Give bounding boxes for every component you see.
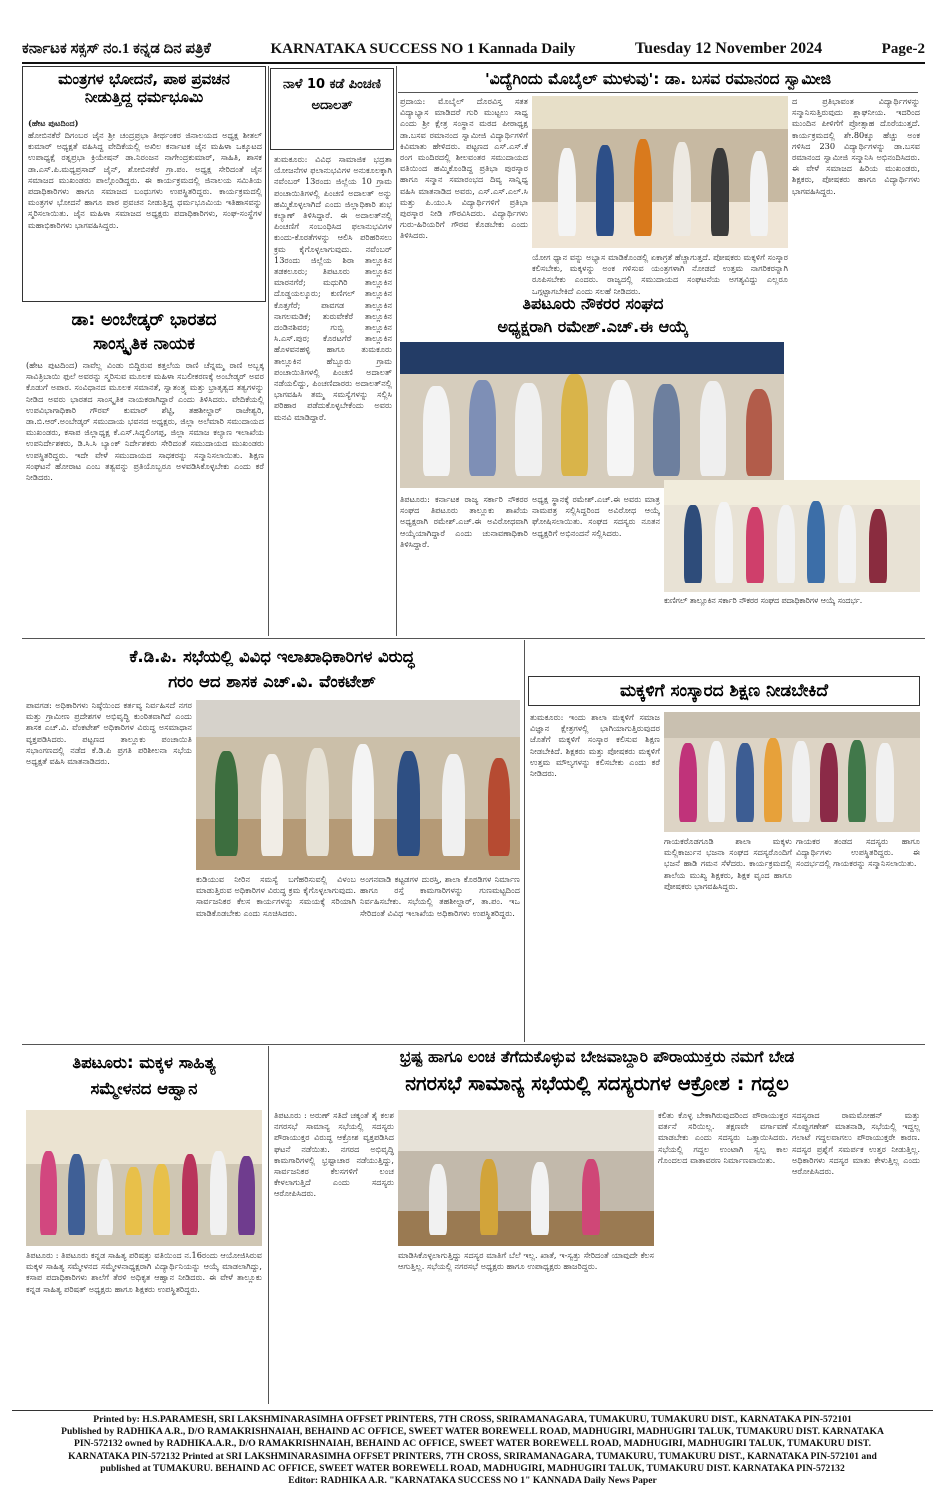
photo-figure [561, 374, 588, 476]
photo-figure [515, 383, 542, 476]
photo-figure [352, 744, 375, 856]
photo-figure [711, 148, 729, 236]
mobile-body-col3: ದ ಪ್ರತಿಭಾವಂತ ವಿದ್ಯಾರ್ಥಿಗಳನ್ನು ಸನ್ಮಾನಿಸುತ್ತಿರುವುದು ಶ್ಲಾಘನೀಯ. ಇದರಿಂದ ಮುಂದಿನ ಪೀಳಿಗೆಗೆ ಪ್ರೋತ್ಸಾಹ ದೊರೆಯುತ್ತದೆ. ಕಾರ್ಯಕ್ರಮದಲ್ಲಿ ಶೇ.80ಕ್ಕೂ ಹೆಚ್ಚು ಅಂಕ ಗಳಿಸಿದ 230 ವಿದ್ಯಾರ್ಥಿಗಳನ್ನು ಡಾ.ಬಸವ ರಮಾನಂದ ಸ್ವಾಮೀಜಿ ಸನ್ಮಾನಿಸಿ ಅಭಿನಂದಿಸಿದರು. ಈ ವೇಳೆ ಸಮಾಜದ ಹಿರಿಯ ಮುಖಂಡರು, ಶಿಕ್ಷಕರು, ಪೋಷಕರು ಹಾಗೂ ವಿದ್ಯಾರ್ಥಿಗಳು ಭಾಗವಹಿಸಿದ್ದರು. [792, 96, 920, 196]
dharmabhoomi-headline-line2: ನೀಡುತ್ತಿದ್ದ ಧರ್ಮಭೂಮಿ [84, 88, 204, 106]
photo-figure [838, 505, 856, 583]
photo-backdrop [664, 480, 920, 505]
photo-figure [750, 151, 768, 236]
samskara-body-col2: ಗಾಯಕರೊಡಗೂಡಿ ಶಾಲಾ ಮಕ್ಕಳು ಮಲ್ಲಿಕಾರ್ಜುನ ಭಜನಾ ಸಂಘದ ಸದಸ್ಯರೊಂದಿಗೆ ಭಜನೆ ಹಾಡಿ ಗಮನ ಸೆಳೆದರು. ಕಾರ್ಯಕ್ರಮದಲ್ಲಿ ಶಾಲೆಯ ಮುಖ್ಯ ಶಿಕ್ಷಕರು, ಶಿಕ್ಷಕ ವೃಂದ ಹಾಗೂ ಪೋಷಕರು ಭಾಗವಹಿಸಿದ್ದರು. [664, 836, 792, 891]
photo-figure [653, 384, 680, 476]
kdp-body-col2: ಕುಡಿಯುವ ನೀರಿನ ಸಮಸ್ಯೆ ಬಗೆಹರಿಸುವಲ್ಲಿ ವಿಳಂಬ ಮಾಡುತ್ತಿರುವ ಅಧಿಕಾರಿಗಳ ವಿರುದ್ಧ ಕ್ರಮ ಕೈಗೊಳ್ಳಲಾಗುವುದು. ಸಾರ್ವಜನಿಕರ ಕೆಲಸ ಕಾರ್ಯಗಳನ್ನು ಸಮಯಕ್ಕೆ ಸರಿಯಾಗಿ ಮಾಡಿಕೊಡಬೇಕು ಎಂದು ಸೂಚಿಸಿದರು. [196, 874, 356, 918]
photo-figure [673, 142, 691, 236]
mobile-event-photo [532, 96, 788, 248]
masthead-date: Tuesday 12 November 2024 [634, 40, 823, 57]
photo-figure [397, 751, 420, 856]
nagarasabhe-body-col4: ಸದಸ್ಯರಾದ ರಾಮಮೋಹನ್ ಮತ್ತು ಸೊಪ್ಪುಗಣೇಶ್ ಮಾತನಾಡಿ, ಸಭೆಯಲ್ಲಿ ಇದ್ದಲ್ಲ ಗಲಾಟೆ ಗದ್ದಲವಾಗಲು ಪೌರಾಯುಕ್ತರೇ ಕಾರಣ. ಸದಸ್ಯರ ಪ್ರಶ್ನೆಗೆ ಸಮರ್ಪಕ ಉತ್ತರ ನೀಡುತ್ತಿಲ್ಲ. ಅಧಿಕಾರಿಗಳು ಸದಸ್ಯರ ಮಾತು ಕೇಳುತ್ತಿಲ್ಲ ಎಂದು ಆರೋಪಿಸಿದರು. [792, 1110, 920, 1177]
sahitya-headline [22, 1050, 266, 1102]
masthead [22, 36, 925, 64]
kdp-headline-line2: ಗರಂ ಆದ ಶಾಸಕ ಎಚ್.ವಿ. ವೆಂಕಟೇಶ್ [168, 672, 376, 691]
imprint-line: Printed by: H.S.PARAMESH, SRI LAKSHMINARASIMHA OFFSET PRINTERS, 7TH CROSS, SRIRAMANAGARA, TUMAKURU, TUMAKURU DIST., KARNATAKA PIN-572101 [93, 1414, 852, 1425]
page-number: Page-2 [881, 40, 925, 57]
ambedkar-headline-line1: ಡಾ: ಅಂಬೇಡ್ಕರ್ ಭಾರತದ [71, 310, 217, 330]
mobile-headline: 'ವಿದ್ಯೆಗಿಂದು ಮೊಬೈಲ್ ಮುಳುವು': ಡಾ. ಬಸವ ರಮಾನಂದ ಸ್ವಾಮೀಜಿ [484, 70, 832, 88]
photo-figure [679, 743, 697, 822]
sahitya-invitation-photo [26, 1110, 262, 1246]
section-divider [22, 638, 925, 639]
nagarasabhe-body-col3: ಕಲಿತು ಕೊಳ್ಳ ಬೇಕಾಗಿರುವುದರಿಂದ ಪೌರಾಯುಕ್ತರ ವರ್ತನೆ ಸರಿಯಿಲ್ಲ. ತಕ್ಷಣವೇ ವರ್ಗಾವಣೆ ಮಾಡಬೇಕು ಎಂದು ಸದಸ್ಯರು ಒತ್ತಾಯಿಸಿದರು. ಸಭೆಯಲ್ಲಿ ಗದ್ದಲ ಉಂಟಾಗಿ ಸ್ವಲ್ಪ ಕಾಲ ಗೊಂದಲದ ವಾತಾವರಣ ನಿರ್ಮಾಣವಾಯಿತು. [658, 1110, 788, 1165]
column-divider [396, 66, 397, 636]
photo-figure [715, 502, 733, 583]
photo-backdrop [398, 1110, 654, 1151]
photo-figure [684, 505, 702, 583]
photo-backdrop [400, 342, 784, 374]
sahitya-headline-line2: ಸಮ್ಮೇಳನದ ಆಹ್ವಾನ [90, 1079, 198, 1098]
photo-figure [876, 743, 894, 822]
kunigal-union-photo [664, 480, 920, 592]
kdp-body-col3: ಅಂಗನವಾಡಿ ಕಟ್ಟಡಗಳ ದುರಸ್ತಿ, ಶಾಲಾ ಕೊಠಡಿಗಳ ನಿರ್ಮಾಣ ಹಾಗೂ ರಸ್ತೆ ಕಾಮಗಾರಿಗಳನ್ನು ಗುಣಮಟ್ಟದಿಂದ ನಿರ್ವಹಿಸಬೇಕು. ಸಭೆಯಲ್ಲಿ ತಹಶೀಲ್ದಾರ್, ತಾ.ಪಂ. ಇಒ ಸೇರಿದಂತೆ ವಿವಿಧ ಇಲಾಖೆಯ ಅಧಿಕಾರಿಗಳು ಉಪಸ್ಥಿತರಿದ್ದರು. [360, 874, 520, 918]
photo-figure [634, 139, 652, 236]
tiptur-union-headline-line1: ತಿಪಟೂರು ನೌಕರರ ಸಂಘದ [522, 294, 664, 313]
masthead-english-title: KARNATAKA SUCCESS NO 1 Kannada Daily [270, 40, 576, 57]
photo-figure [182, 1154, 199, 1236]
adalat-headline: ನಾಳೆ 10 ಕಡೆ ಪಿಂಚಣಿ ಅದಾಲತ್ [283, 77, 381, 113]
photo-figure [746, 507, 764, 583]
nagarasabhe-headline-line1: ಭ್ರಷ್ಟ ಹಾಗೂ ಲಂಚ ತೆಗೆದುಕೊಳ್ಳುವ ಬೇಜವಾಬ್ದಾರಿ ಪೌರಾಯುಕ್ತರು ನಮಗೆ ಬೇಡ [399, 1048, 795, 1066]
column-divider [268, 66, 269, 636]
photo-figure [153, 1164, 170, 1235]
photo-figure [238, 1156, 255, 1235]
kdp-headline-line1: ಕೆ.ಡಿ.ಪಿ. ಸಭೆಯಲ್ಲಿ ವಿವಿಧ ಇಲಾಖಾಧಿಕಾರಿಗಳ ವಿರುದ್ಧ [129, 647, 415, 666]
photo-figure [40, 1151, 57, 1235]
nagarasabhe-meeting-photo [398, 1110, 654, 1246]
photo-figure [125, 1167, 142, 1235]
photo-figure [607, 380, 634, 476]
dharmabhoomi-headline-line1: ಮಂತ್ರಗಳ ಭೋದನೆ, ಪಾಠ ಪ್ರವಚನ [58, 70, 230, 88]
mobile-body-col1: ಪ್ರದಾಯ: ಮೊಬೈಲ್ ದೊರವಿಸ್ತ ಸತತ ವಿದ್ಯಾಭ್ಯಾಸ ಮಾಡಿದರೆ ಗುರಿ ಮುಟ್ಟಲು ಸಾಧ್ಯ ಎಂದು ಶ್ರೀ ಕ್ಷೇತ್ರ ಸಂಸ್ಥಾನ ಮಠದ ಪೀಠಾಧ್ಯಕ್ಷ ಡಾ.ಬಸವ ರಮಾನಂದ ಸ್ವಾಮೀಜಿ ವಿದ್ಯಾರ್ಥಿಗಳಿಗೆ ಕಿವಿಮಾತು ಹೇಳಿದರು. ಪಟ್ಟಣದ ಎಸ್.ಎಸ್.ಕೆ ರಂಗ ಮಂದಿರದಲ್ಲಿ ಶೀಲವಂತರ ಸಮುದಾಯದ ವತಿಯಿಂದ ಹಮ್ಮಿಕೊಂಡಿದ್ದ ಪ್ರತಿಭಾ ಪುರಸ್ಕಾರ ಹಾಗೂ ಸನ್ಮಾನ ಸಮಾರಂಭದ ದಿವ್ಯ ಸಾನ್ನಿಧ್ಯ ವಹಿಸಿ ಮಾತನಾಡಿದ ಅವರು, ಎಸ್.ಎಸ್.ಎಲ್.ಸಿ ಮತ್ತು ಪಿ.ಯು.ಸಿ ವಿದ್ಯಾರ್ಥಿಗಳಿಗೆ ಪ್ರತಿಭಾ ಪುರಸ್ಕಾರ ನೀಡಿ ಗೌರವಿಸಿದರು. ವಿದ್ಯಾರ್ಥಿಗಳು ಗುರು-ಹಿರಿಯರಿಗೆ ಗೌರವ ಕೊಡಬೇಕು ಎಂದು ತಿಳಿಸಿದರು. [400, 96, 528, 241]
sahitya-headline-line1: ತಿಪಟೂರು: ಮಕ್ಕಳ ಸಾಹಿತ್ಯ [72, 1053, 216, 1072]
samskara-body-col3: ಗಾಯಕರ ತಂಡದ ಸದಸ್ಯರು ಹಾಗೂ ವಿದ್ಯಾರ್ಥಿಗಳು ಉಪಸ್ಥಿತರಿದ್ದರು. ಈ ಸಂದರ್ಭದಲ್ಲಿ ಗಾಯಕರನ್ನು ಸನ್ಮಾನಿಸಲಾಯಿತು. [796, 836, 920, 869]
tiptur-union-headline-line2: ಅಧ್ಯಕ್ಷರಾಗಿ ರಮೇಶ್.ಎಚ್.ಈ ಆಯ್ಕೆ [497, 317, 689, 336]
dharmabhoomi-body: ಹೋಬಿನಕೆರೆ ದಿಗಂಬರ ಜೈನ ಶ್ರೀ ಚಂದ್ರಪ್ರಭಾ ತೀರ್ಥಂಕರ ಜಿನಾಲಯದ ಅಧ್ಯಕ್ಷ ಶೀತಲ್ ಕುಮಾರ್ ಅಧ್ಯಕ್ಷತೆ ವಹಿಸಿದ್ದ ವೇದಿಕೆಯಲ್ಲಿ ಅಖಿಲ ಕರ್ನಾಟಕ ಜೈನ ಮಹಿಳಾ ಒಕ್ಕೂಟದ ಉಪಾಧ್ಯಕ್ಷೆ ರತ್ನಪ್ರಭಾ ಕ್ರಿಯೇಷನ್ ಡಾ.ನಿರಂಜನ ನಾಗೇಂದ್ರಕುಮಾರ್, ಸಾಹಿತಿ, ಶಾಸಕ ಡಾ.ಎಸ್.ಪಿ.ಮಧ್ಯಪ್ರಸಾದ್ ಜೈನ್, ಶೋಬಿನಕೆರೆ ಗ್ರಾ.ಪಂ. ಅಧ್ಯಕ್ಷ ಸೇರಿದಂತೆ ಜೈನ ಸಮಾಜದ ಮುಖಂಡರು ಪಾಲ್ಗೊಂಡಿದ್ದರು. ಈ ಕಾರ್ಯಕ್ರಮದಲ್ಲಿ ಜಿನಾಲಯ ಸಮಿತಿಯ ಪದಾಧಿಕಾರಿಗಳು ಹಾಗೂ ಸಮಾಜದ ಬಂಧುಗಳು ಉಪಸ್ಥಿತರಿದ್ದರು. ಕಾರ್ಯಕ್ರಮದಲ್ಲಿ ಮಂತ್ರಗಳ ಭೋದನೆ ಹಾಗೂ ಪಾಠ ಪ್ರವಚನ ನೀಡುತ್ತಿದ್ದ ಧರ್ಮಭೂಮಿಯ ಇತಿಹಾಸವನ್ನು ಸ್ಮರಿಸಲಾಯಿತು. ಜೈನ ಮಹಿಳಾ ಸಮಾಜದ ಅಧ್ಯಕ್ಷರು ಪದಾಧಿಕಾರಿಗಳು, ಸಂಘ-ಸಂಸ್ಥೆಗಳ ಮಹಾಭಿಕಾರಿಗಳು ಭಾಗವಹಿಸಿದ್ದರು. [28, 130, 262, 230]
photo-figure [558, 148, 576, 236]
photo-figure [469, 380, 496, 476]
photo-figure [792, 741, 810, 823]
column-divider [524, 640, 525, 1042]
kunigal-union-caption: ಕುಣಿಗಲ್ ತಾಲ್ಲೂಕಿನ ಸರ್ಕಾರಿ ನೌಕರರ ಸಂಘದ ಪದಾಧಿಕಾರಿಗಳ ಆಯ್ಕೆ ಸಂದರ್ಭ. [664, 596, 863, 605]
section-divider [22, 1044, 925, 1045]
editor-line: Editor: RADHIKA A.R. "KARNATAKA SUCCESS NO 1" KANNADA Daily News Paper [288, 1475, 657, 1487]
photo-figure [215, 751, 238, 856]
photo-backdrop [26, 1110, 262, 1164]
tiptur-union-headline [398, 292, 788, 338]
photo-backdrop [196, 700, 520, 737]
nagarasabhe-body-col1: ತಿಪಟೂರು : ಅರುಣ್ ಸತಿದೆ ಚಕ್ಕಂತೆ ತೈ ಕಲಶ ನಗರಸಭೆ ಸಾಮಾನ್ಯ ಸಭೆಯಲ್ಲಿ ಸದಸ್ಯರು ಪೌರಾಯುಕ್ತರ ವಿರುದ್ಧ ಆಕ್ರೋಶ ವ್ಯಕ್ತಪಡಿಸಿದ ಘಟನೆ ನಡೆಯಿತು. ನಗರದ ಅಭಿವೃದ್ಧಿ ಕಾಮಗಾರಿಗಳಲ್ಲಿ ಭ್ರಷ್ಟಾಚಾರ ನಡೆಯುತ್ತಿದ್ದು, ಸಾರ್ವಜನಿಕರ ಕೆಲಸಗಳಿಗೆ ಲಂಚ ಕೇಳಲಾಗುತ್ತಿದೆ ಎಂದು ಸದಸ್ಯರು ಆರೋಪಿಸಿದರು. [274, 1110, 394, 1199]
kdp-meeting-photo [196, 700, 520, 870]
photo-figure [97, 1159, 114, 1235]
ambedkar-headline-line2: ಸಾಂಸ್ಕೃತಿಕ ನಾಯಕ [93, 334, 195, 354]
photo-figure [480, 1159, 498, 1235]
photo-figure [429, 1164, 447, 1235]
photo-figure [820, 743, 838, 822]
kdp-headline [22, 644, 522, 694]
ambedkar-headline [24, 308, 264, 356]
mobile-body-col2: ಯೋಗ ಧ್ಯಾನ ವನ್ನು ಅಭ್ಯಾಸ ಮಾಡಿಕೊಂಡಲ್ಲಿ ಏಕಾಗ್ರತೆ ಹೆಚ್ಚಾಗುತ್ತದೆ. ಪೋಷಕರು ಮಕ್ಕಳಿಗೆ ಸಂಸ್ಕಾರ ಕಲಿಸಬೇಕು, ಮಕ್ಕಳನ್ನು ಅಂಕ ಗಳಿಸುವ ಯಂತ್ರಗಳಾಗಿ ನೋಡದೆ ಉತ್ತಮ ನಾಗರಿಕರನ್ನಾಗಿ ರೂಪಿಸಬೇಕು ಎಂದರು. ರಾಜ್ಯದಲ್ಲಿ ಸಮುದಾಯದ ಸಂಘಟನೆಯ ಅಗತ್ಯವಿದ್ದು ಎಲ್ಲರೂ ಒಗ್ಗಟ್ಟಾಗಬೇಕಿದೆ ಎಂದು ಸಲಹೆ ನೀಡಿದರು. [532, 252, 788, 296]
photo-figure [848, 740, 866, 823]
dharmabhoomi-dateline: (ಹೇಟ ಪುಟದಿಂದ) [28, 118, 79, 128]
tiptur-union-photo [400, 342, 784, 488]
photo-figure [582, 1159, 600, 1235]
samskara-group-photo [664, 712, 920, 832]
photo-figure [807, 501, 825, 583]
photo-figure [68, 1154, 85, 1236]
samskara-headline: ಮಕ್ಕಳಿಗೆ ಸಂಸ್ಕಾರದ ಶಿಕ್ಷಣ ನೀಡಬೇಕಿದೆ [619, 681, 829, 701]
imprint-line: Published by RADHIKA A.R., D/O RAMAKRISHNAIAH, BEHAIND AC OFFICE, SWEET WATER BOREWELL ROAD, MADHUGIRI, MADHUGIRI TALUK, TUMAKURU DIST. KARNATAKA [61, 1426, 884, 1438]
nagarasabhe-headline-line2: ನಗರಸಭೆ ಸಾಮಾನ್ಯ ಸಭೆಯಲ್ಲಿ ಸದಸ್ಯರುಗಳ ಆಕ್ರೋಶ : ಗದ್ದಲ [405, 1072, 789, 1095]
photo-figure [708, 741, 726, 823]
ambedkar-body: (ಹೇಟ ಪುಟದಿಂದ) ನಾವೆಲ್ಲ ವಿಂಡು ಬಿದ್ದಿರುವ ಕತ್ತಲೆಯ ರಾಣಿ ಚೆನ್ನಮ್ಮ ರಾಣಿ ಅಬ್ಬಕ್ಕ ಸಾವಿತ್ರಿಬಾಯಿ ಫುಲೆ ಅವರನ್ನು ಸ್ಮರಿಸುವ ಮೂಲಕ ಮಹಿಳಾ ಸಬಲೀಕರಣಕ್ಕೆ ಅಂಬೇಡ್ಕರ್ ಅವರ ಕೊಡುಗೆ ಅಪಾರ. ಸಂವಿಧಾನದ ಮೂಲಕ ಸಮಾನತೆ, ಸ್ವಾತಂತ್ರ್ಯ ಮತ್ತು ಭ್ರಾತೃತ್ವದ ತತ್ವಗಳನ್ನು ನೀಡಿದ ಅವರು ಭಾರತದ ಸಾಂಸ್ಕೃತಿಕ ನಾಯಕರಾಗಿದ್ದಾರೆ ಎಂದು ತಿಳಿಸಿದರು. ವೇದಿಕೆಯಲ್ಲಿ ಉಪವಿಭಾಗಾಧಿಕಾರಿ ಗೌರವ್ ಕುಮಾರ್ ಶೆಟ್ಟಿ, ತಹಶೀಲ್ದಾರ್ ರಾಜೇಶ್ವರಿ, ಡಾ.ಬಿ.ಆರ್.ಅಂಬೇಡ್ಕರ್ ಸಮುದಾಯ ಭವನದ ಅಧ್ಯಕ್ಷರು, ಜಿಲ್ಲಾ ಅಲೆಮಾರಿ ಸಮುದಾಯದ ಮುಖಂಡರು, ಕಸಾಪ ಜಿಲ್ಲಾಧ್ಯಕ್ಷ ಕೆ.ಎಸ್.ಸಿದ್ಧಲಿಂಗಪ್ಪ, ಜಿಲ್ಲಾ ಸಮಾಜ ಕಲ್ಯಾಣ ಇಲಾಖೆಯ ಉಪನಿರ್ದೇಶಕರು, ಡಿ.ಸಿ.ಸಿ ಬ್ಯಾಂಕ್ ನಿರ್ದೇಶಕರು ಸೇರಿದಂತೆ ಸಮುದಾಯದ ಮುಖಂಡರು ಉಪಸ್ಥಿತರಿದ್ದರು. ಇದೇ ವೇಳೆ ಸಮುದಾಯದ ಸಾಧಕರನ್ನು ಸನ್ಮಾನಿಸಲಾಯಿತು. ಶಿಕ್ಷಣ ಸಂಘಟನೆ ಹೋರಾಟ ಎಂಬ ತತ್ವವನ್ನು ಪ್ರತಿಯೊಬ್ಬರೂ ಅಳವಡಿಸಿಕೊಳ್ಳಬೇಕು ಎಂದು ಕರೆ ನೀಡಿದರು. [26, 360, 264, 483]
mobile-headline-rule [398, 92, 918, 93]
tiptur-union-body-col2: ಅಧ್ಯಕ್ಷ ಸ್ಥಾನಕ್ಕೆ ರಮೇಶ್.ಎಚ್.ಈ ಅವರು ಮಾತ್ರ ನಾಮಪತ್ರ ಸಲ್ಲಿಸಿದ್ದರಿಂದ ಅವಿರೋಧ ಆಯ್ಕೆ ಘೋಷಿಸಲಾಯಿತು. ಸಂಘದ ಸದಸ್ಯರು ನೂತನ ಅಧ್ಯಕ್ಷರಿಗೆ ಅಭಿನಂದನೆ ಸಲ್ಲಿಸಿದರು. [532, 494, 660, 538]
photo-figure [777, 505, 795, 583]
kdp-body-col1: ಪಾವಗಡ: ಅಧಿಕಾರಿಗಳು ನಿಷ್ಠೆಯಿಂದ ಕರ್ತವ್ಯ ನಿರ್ವಹಿಸದೆ ನಗರ ಮತ್ತು ಗ್ರಾಮೀಣ ಪ್ರದೇಶಗಳ ಅಭಿವೃದ್ಧಿ ಕುಂಠಿತವಾಗಿದೆ ಎಂದು ಶಾಸಕ ಎಚ್.ವಿ. ವೆಂಕಟೇಶ್ ಅಧಿಕಾರಿಗಳ ವಿರುದ್ಧ ಅಸಮಾಧಾನ ವ್ಯಕ್ತಪಡಿಸಿದರು. ಪಟ್ಟಣದ ತಾಲ್ಲೂಕು ಪಂಚಾಯಿತಿ ಸಭಾಂಗಣದಲ್ಲಿ ನಡೆದ ಕೆ.ಡಿ.ಪಿ ಪ್ರಗತಿ ಪರಿಶೀಲನಾ ಸಭೆಯ ಅಧ್ಯಕ್ಷತೆ ವಹಿಸಿ ಮಾತನಾಡಿದರು. [26, 700, 192, 767]
photo-figure [531, 1162, 549, 1235]
photo-figure [746, 389, 773, 477]
photo-figure [423, 386, 450, 477]
imprint-line: published at TUMAKURU. BEHAIND AC OFFICE, SWEET WATER BOREWELL ROAD, MADHUGIRI, MADHUGIRI TALUK, TUMAKURU DIST. KARNATAKA PIN-572132 [100, 1462, 845, 1474]
masthead-kannada-title: ಕರ್ನಾಟಕ ಸಕ್ಸಸ್ ನಂ.1 ಕನ್ನಡ ದಿನ ಪತ್ರಿಕೆ [22, 41, 211, 57]
photo-figure [306, 748, 329, 857]
imprint-line: PIN-572132 owned by RADHIKA.A.R., D/O RAMAKRISHNAIAH, BEHAIND AC OFFICE, SWEET WATER BOREWELL ROAD, MADHUGIRI, MADHUGIRI TALUK, TUMAKURU DIST. [74, 1438, 871, 1450]
adalat-body: ತುಮಕೂರು: ವಿವಿಧ ಸಾಮಾಜಿಕ ಭದ್ರತಾ ಯೋಜನೆಗಳ ಫಲಾನುಭವಿಗಳ ಅನುಕೂಲಕ್ಕಾಗಿ ನವೆಂಬರ್ 13ರಂದು ಜಿಲ್ಲೆಯ 10 ಗ್ರಾಮ ಪಂಚಾಯಿತಿಗಳಲ್ಲಿ ಪಿಂಚಣಿ ಅದಾಲತ್ ಅನ್ನು ಹಮ್ಮಿಕೊಳ್ಳಲಾಗಿದೆ ಎಂದು ಜಿಲ್ಲಾಧಿಕಾರಿ ಶುಭ ಕಲ್ಯಾಣ್ ತಿಳಿಸಿದ್ದಾರೆ. ಈ ಅದಾಲತ್‌ನಲ್ಲಿ ಪಿಂಚಣಿಗೆ ಸಂಬಂಧಿಸಿದ ಫಲಾನುಭವಿಗಳ ಕುಂದು-ಕೊರತೆಗಳನ್ನು ಆಲಿಸಿ ಪರಿಹರಿಸಲು ಕ್ರಮ ಕೈಗೊಳ್ಳಲಾಗುವುದು. ನವೆಂಬರ್ 13ರಂದು ಜಿಲ್ಲೆಯ ಶಿರಾ ತಾಲ್ಲೂಕಿನ ತಡಕಲೂರು; ತಿಪಟೂರು ತಾಲ್ಲೂಕಿನ ಮಾರನಗೆರೆ; ಮಧುಗಿರಿ ತಾಲ್ಲೂಕಿನ ದೊಡ್ಡಯಲ್ಕೂರು; ಕುಣಿಗಲ್ ತಾಲ್ಲೂಕಿನ ಕೊತ್ತಗೆರೆ; ಪಾವಗಡ ತಾಲ್ಲೂಕಿನ ನಾಗಲಮಡಿಕೆ; ತುರುವೇಕೆರೆ ತಾಲ್ಲೂಕಿನ ದಂಡಿನಶಿವರ; ಗುಬ್ಬಿ ತಾಲ್ಲೂಕಿನ ಸಿ.ಎಸ್.ಪುರ; ಕೊರಟಗೆರೆ ತಾಲ್ಲೂಕಿನ ಹೊಳವನಹಳ್ಳಿ ಹಾಗೂ ತುಮಕೂರು ತಾಲ್ಲೂಕಿನ ಹೆಬ್ಬೂರು ಗ್ರಾಮ ಪಂಚಾಯಿತಿಗಳಲ್ಲಿ ಪಿಂಚಣಿ ಅದಾಲತ್ ನಡೆಯಲಿದ್ದು, ಪಿಂಚಣಿದಾರರು ಅದಾಲತ್‌ನಲ್ಲಿ ಭಾಗವಹಿಸಿ ತಮ್ಮ ಸಮಸ್ಯೆಗಳನ್ನು ಸಲ್ಲಿಸಿ ಪರಿಹಾರ ಪಡೆದುಕೊಳ್ಳಬೇಕೆಂದು ಅವರು ಮನವಿ ಮಾಡಿದ್ದಾರೆ. [274, 154, 392, 422]
photo-figure [442, 754, 465, 856]
sahitya-body: ತಿಪಟೂರು : ತಿಪಟೂರು ಕನ್ನಡ ಸಾಹಿತ್ಯ ಪರಿಷತ್ತು ವತಿಯಿಂದ ನ.16ರಂದು ಆಯೋಜಿಸಿರುವ ಮಕ್ಕಳ ಸಾಹಿತ್ಯ ಸಮ್ಮೇಳನದ ಸಮ್ಮೇಳನಾಧ್ಯಕ್ಷರಾಗಿ ವಿದ್ಯಾರ್ಥಿನಿಯನ್ನು ಆಯ್ಕೆ ಮಾಡಲಾಗಿದ್ದು, ಕಸಾಪ ಪದಾಧಿಕಾರಿಗಳು ಶಾಲೆಗೆ ತೆರಳಿ ಅಧಿಕೃತ ಆಹ್ವಾನ ನೀಡಿದರು. ಈ ವೇಳೆ ತಾಲ್ಲೂಕು ಕನ್ನಡ ಸಾಹಿತ್ಯ ಪರಿಷತ್ ಅಧ್ಯಕ್ಷರು ಹಾಗೂ ಶಿಕ್ಷಕರು ಉಪಸ್ಥಿತರಿದ್ದರು. [26, 1250, 262, 1294]
column-divider [268, 1046, 269, 1404]
photo-figure [869, 509, 887, 583]
dharmabhoomi-headline [24, 70, 264, 106]
imprint-line: KARNATAKA PIN-572132 Printed at SRI LAKSHMINARASIMHA OFFSET PRINTERS, 7TH CROSS, SRIRAMANAGARA, TUMAKURU, TUMAKURU DIST., KARNATAKA PIN-572101 and [68, 1450, 877, 1462]
photo-backdrop [532, 96, 788, 129]
photo-backdrop [664, 712, 920, 738]
photo-figure [700, 381, 727, 476]
photo-figure [736, 743, 754, 822]
photo-figure [210, 1151, 227, 1235]
photo-figure [488, 758, 511, 857]
photo-figure [261, 754, 284, 856]
imprint-footer [12, 1410, 933, 1487]
samskara-body-col1: ತುಮಕೂರು: ಇಂದು ಶಾಲಾ ಮಕ್ಕಳಿಗೆ ಸಮಾಜ ವಿಜ್ಞಾನ ಕ್ಷೇತ್ರಗಳಲ್ಲಿ ಭಾಗಿಯಾಗುತ್ತಿರುವುದರ ಜೊತೆಗೆ ಮಕ್ಕಳಿಗೆ ಸಂಸ್ಕಾರ ಕಲಿಸುವ ಶಿಕ್ಷಣ ನೀಡಬೇಕಿದೆ. ಶಿಕ್ಷಕರು ಮತ್ತು ಪೋಷಕರು ಮಕ್ಕಳಿಗೆ ಉತ್ತಮ ಮೌಲ್ಯಗಳನ್ನು ಕಲಿಸಬೇಕು ಎಂದು ಕರೆ ನೀಡಿದರು. [530, 712, 660, 779]
nagarasabhe-body-col2: ಮಾಡಿಸಿಕೊಳ್ಳಲಾಗುತ್ತಿದ್ದು ಸದಸ್ಯರ ಮಾತಿಗೆ ಬೆಲೆ ಇಲ್ಲ. ಖಾತೆ, ಇ-ಸ್ವತ್ತು ಸೇರಿದಂತೆ ಯಾವುದೇ ಕೆಲಸ ಆಗುತ್ತಿಲ್ಲ. ಸಭೆಯಲ್ಲಿ ನಗರಸಭೆ ಅಧ್ಯಕ್ಷರು ಹಾಗೂ ಉಪಾಧ್ಯಕ್ಷರು ಹಾಜರಿದ್ದರು. [398, 1250, 654, 1272]
photo-figure [764, 738, 782, 822]
tiptur-union-body-col1: ತಿಪಟೂರು: ಕರ್ನಾಟಕ ರಾಜ್ಯ ಸರ್ಕಾರಿ ನೌಕರರ ಸಂಘದ ತಿಪಟೂರು ತಾಲ್ಲೂಕು ಶಾಖೆಯ ಅಧ್ಯಕ್ಷರಾಗಿ ರಮೇಶ್.ಎಚ್.ಈ ಅವಿರೋಧವಾಗಿ ಆಯ್ಕೆಯಾಗಿದ್ದಾರೆ ಎಂದು ಚುನಾವಣಾಧಿಕಾರಿ ತಿಳಿಸಿದ್ದಾರೆ. [400, 494, 528, 549]
photo-figure [596, 145, 614, 236]
